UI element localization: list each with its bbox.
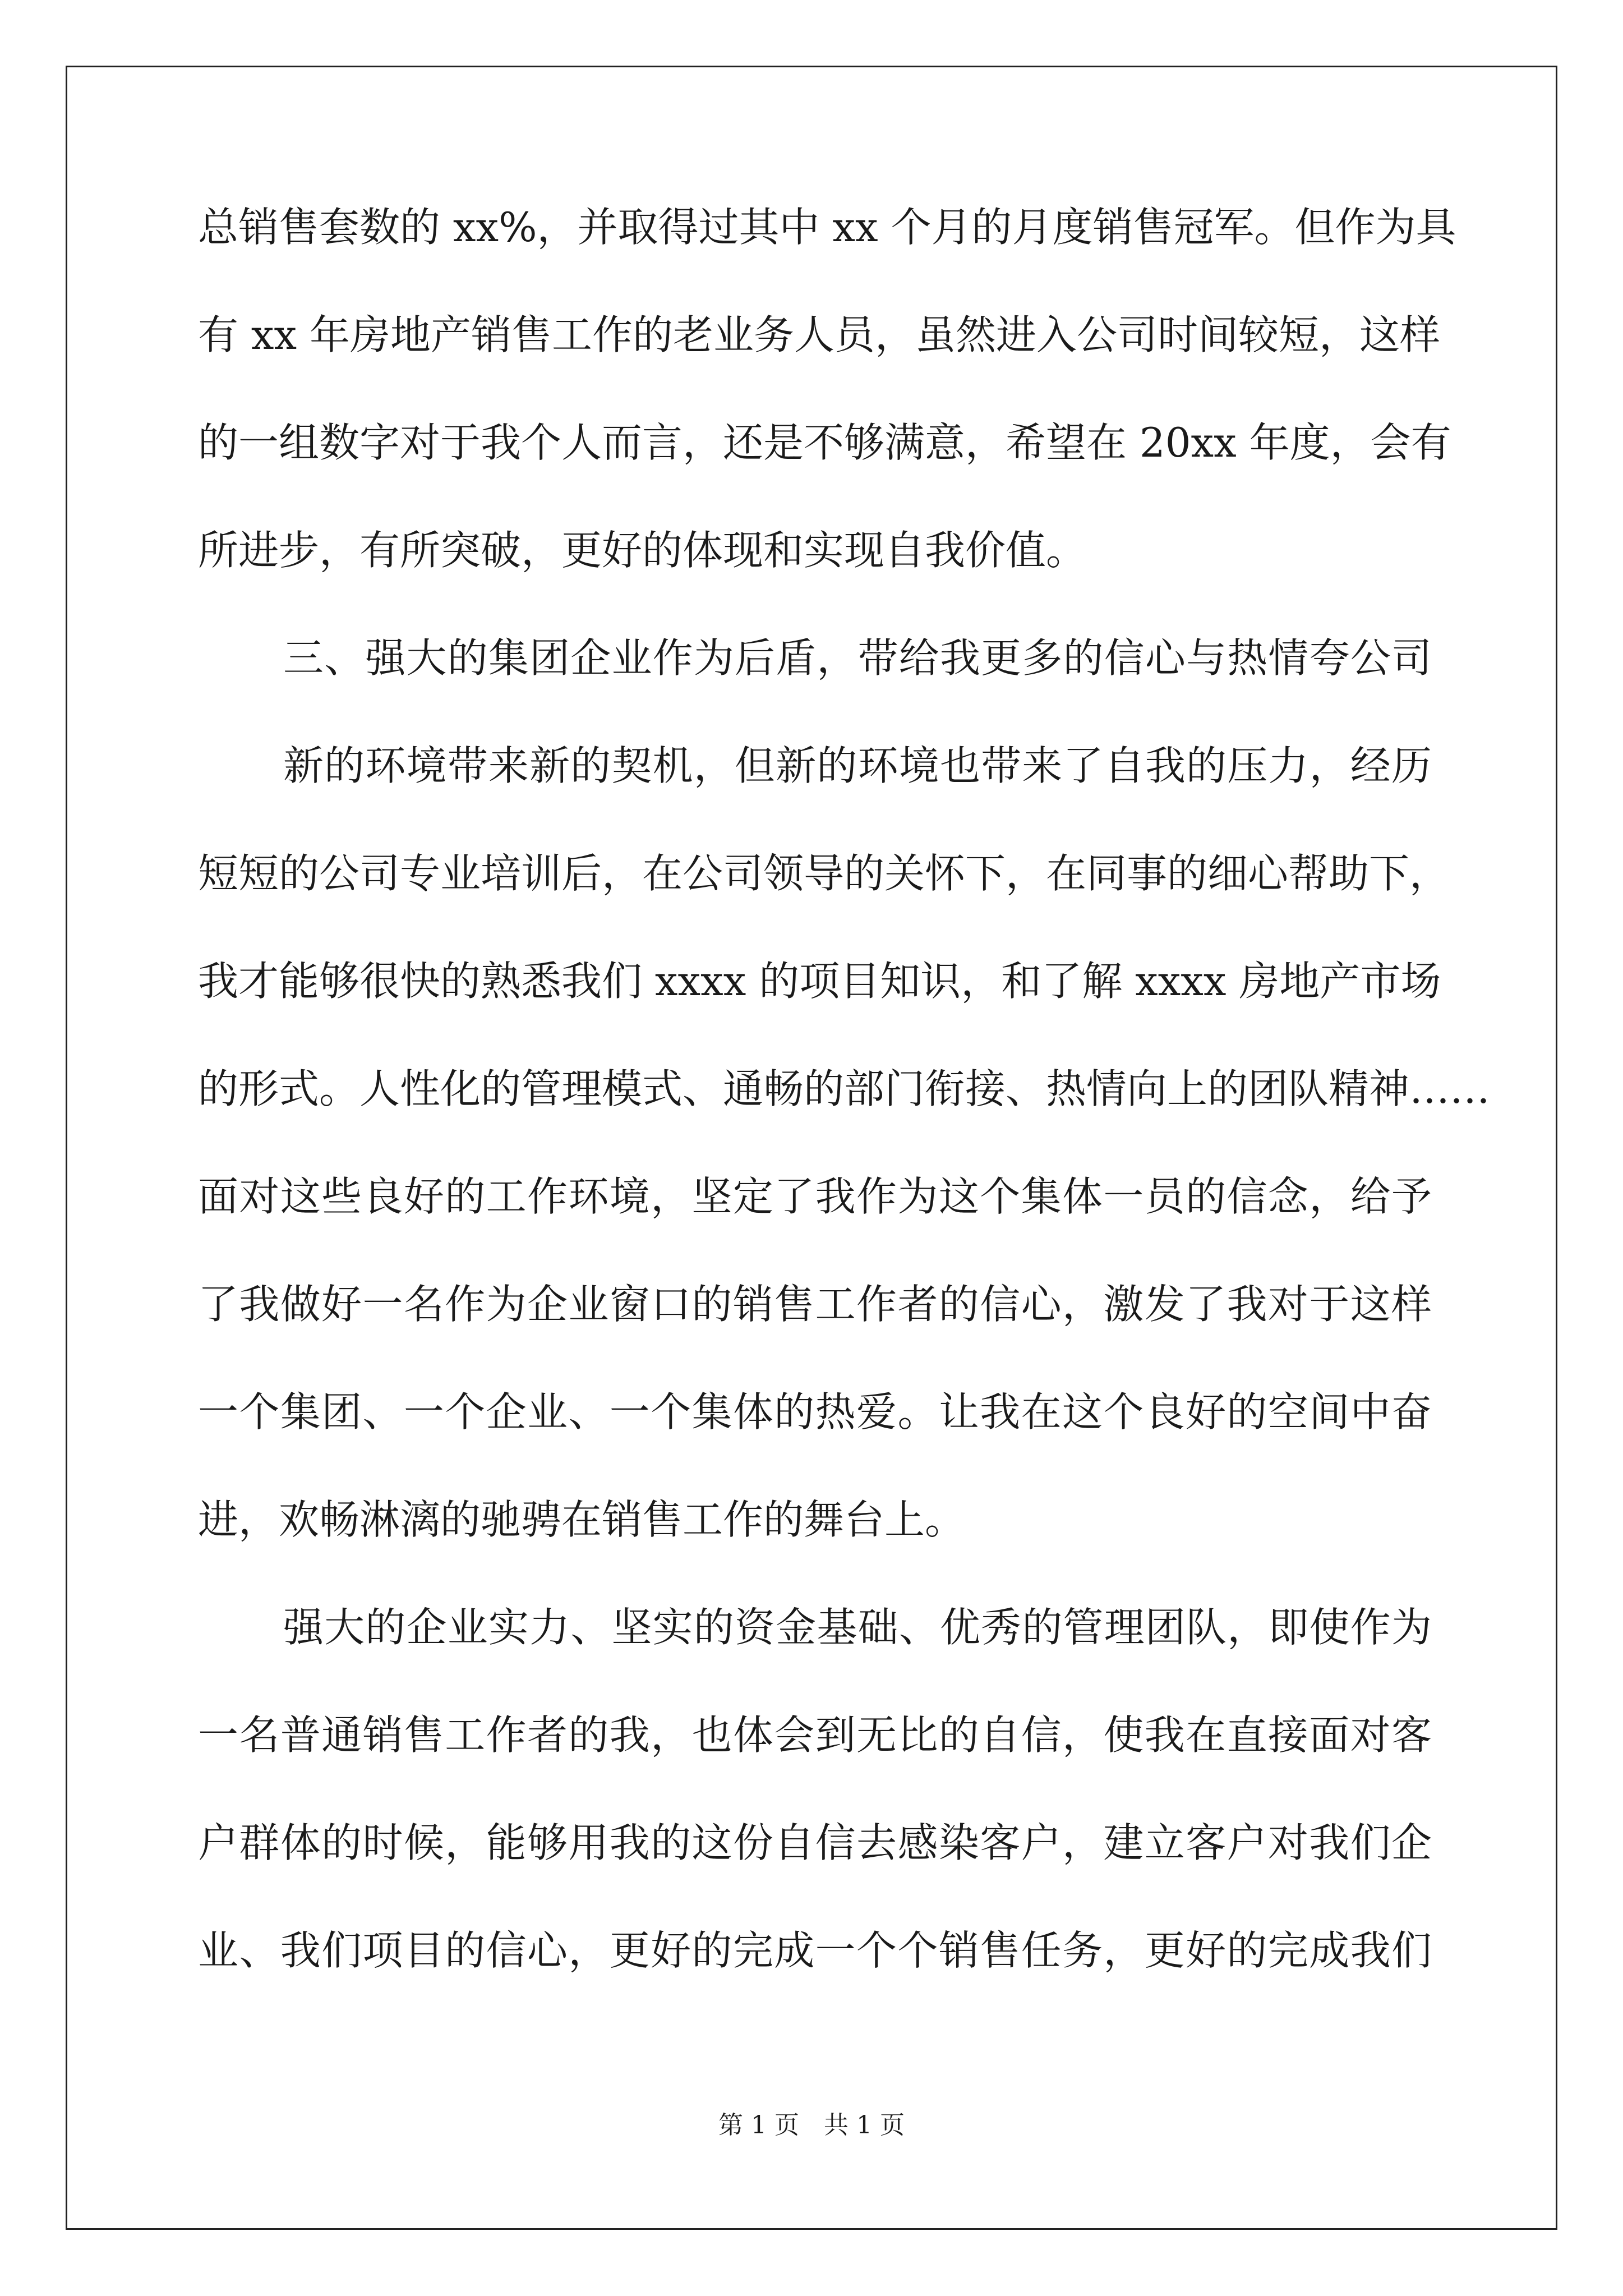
- text-line-1: 总销售套数的 xx%，并取得过其中 xx 个月的月度销售冠军。但作为具: [198, 204, 1456, 251]
- page-number: 第 1 页: [718, 2111, 799, 2139]
- text-line-7: 短短的公司专业培训后，在公司领导的关怀下，在同事的细心帮助下，: [198, 850, 1450, 897]
- text-line-14: 强大的企业实力、坚实的资金基础、优秀的管理团队，即使作为: [283, 1604, 1432, 1651]
- text-line-3: 的一组数字对于我个人而言，还是不够满意，希望在 20xx 年度，会有: [198, 419, 1451, 466]
- text-line-17: 业、我们项目的信心，更好的完成一个个销售任务，更好的完成我们: [198, 1927, 1432, 1974]
- text-line-13: 进，欢畅淋漓的驰骋在销售工作的舞台上。: [198, 1496, 966, 1543]
- text-line-6: 新的环境带来新的契机，但新的环境也带来了自我的压力，经历: [283, 742, 1432, 789]
- text-line-4: 所进步，有所突破，更好的体现和实现自我价值。: [198, 527, 1087, 574]
- text-line-9: 的形式。人性化的管理模式、通畅的部门衔接、热情向上的团队精神……: [198, 1065, 1491, 1112]
- page-footer: [0, 2109, 1623, 2142]
- text-line-11: 了我做好一名作为企业窗口的销售工作者的信心，激发了我对于这样: [198, 1281, 1432, 1328]
- text-line-10: 面对这些良好的工作环境，坚定了我作为这个集体一员的信念，给予: [198, 1173, 1432, 1220]
- section-heading-3: 三、强大的集团企业作为后盾，带给我更多的信心与热情夸公司: [283, 634, 1432, 682]
- text-line-12: 一个集团、一个企业、一个集体的热爱。让我在这个良好的空间中奋: [198, 1388, 1432, 1435]
- text-line-16: 户群体的时候，能够用我的这份自信去感染客户，建立客户对我们企: [198, 1819, 1432, 1866]
- text-line-8: 我才能够很快的熟悉我们 xxxx 的项目知识，和了解 xxxx 房地产市场: [198, 958, 1441, 1005]
- text-line-2: 有 xx 年房地产销售工作的老业务人员，虽然进入公司时间较短，这样: [198, 311, 1440, 358]
- page-total: 共 1 页: [824, 2111, 905, 2139]
- document-body: [198, 204, 1491, 2037]
- text-line-15: 一名普通销售工作者的我，也体会到无比的自信，使我在直接面对客: [198, 1711, 1432, 1759]
